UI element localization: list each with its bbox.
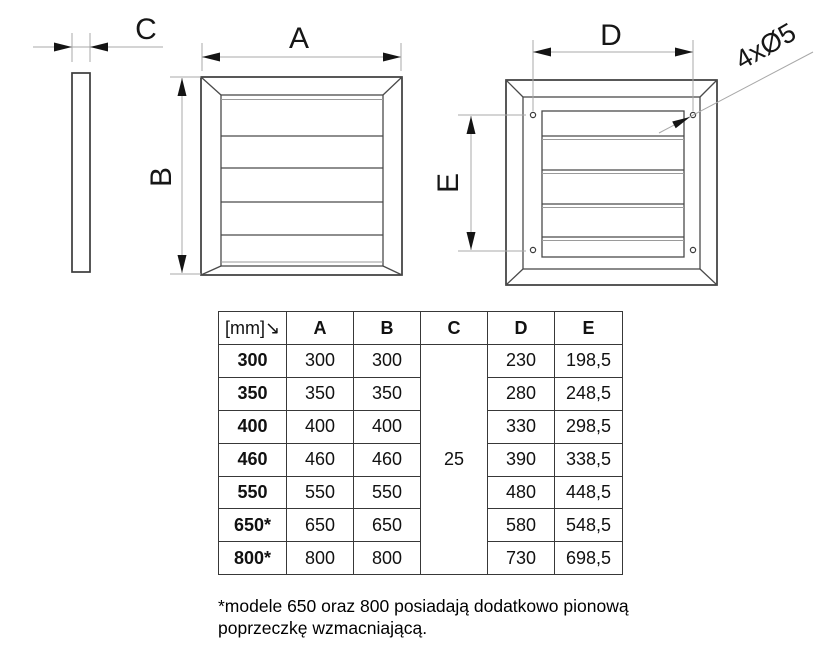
value-e: 338,5	[555, 443, 623, 476]
value-e: 198,5	[555, 345, 623, 378]
model-cell: 550	[219, 476, 287, 509]
dim-label-e: E	[432, 172, 465, 194]
dim-d-arrow-left	[533, 48, 551, 57]
front-bevel-bl	[201, 266, 221, 275]
value-c-merged: 25	[421, 345, 488, 575]
back-bevel-bl	[506, 269, 523, 285]
dimension-a	[202, 22, 401, 71]
front-view	[201, 77, 402, 275]
front-inner-frame	[221, 95, 383, 266]
value-a: 800	[287, 542, 354, 575]
dim-c-arrow-right	[90, 43, 108, 52]
back-bevel-br	[700, 269, 717, 285]
value-d: 330	[488, 410, 555, 443]
header-c: C	[421, 312, 488, 345]
value-a: 400	[287, 410, 354, 443]
value-e: 248,5	[555, 377, 623, 410]
dim-b-arrow-top	[178, 78, 187, 96]
value-a: 300	[287, 345, 354, 378]
value-a: 350	[287, 377, 354, 410]
dimension-e	[432, 115, 526, 251]
holes-callout	[659, 17, 813, 133]
value-d: 280	[488, 377, 555, 410]
value-d: 390	[488, 443, 555, 476]
dim-e-arrow-top	[467, 116, 476, 134]
dim-label-b: B	[145, 166, 178, 188]
value-e: 698,5	[555, 542, 623, 575]
footnote-line-2: poprzeczkę wzmacniającą.	[218, 618, 428, 638]
back-view	[506, 80, 717, 285]
header-e: E	[555, 312, 623, 345]
value-b: 400	[354, 410, 421, 443]
front-bevel-tr	[383, 77, 402, 95]
model-cell: 460	[219, 443, 287, 476]
dim-label-d: D	[600, 19, 622, 52]
front-bevel-tl	[201, 77, 221, 95]
value-e: 448,5	[555, 476, 623, 509]
front-bevel-br	[383, 266, 402, 275]
dimension-c	[33, 13, 163, 62]
header-b: B	[354, 312, 421, 345]
value-e: 298,5	[555, 410, 623, 443]
dimension-b	[145, 77, 201, 274]
dim-label-c: C	[135, 13, 157, 46]
dim-a-arrow-right	[383, 53, 401, 62]
value-b: 460	[354, 443, 421, 476]
value-d: 480	[488, 476, 555, 509]
value-d: 580	[488, 509, 555, 542]
header-a: A	[287, 312, 354, 345]
value-b: 800	[354, 542, 421, 575]
value-b: 550	[354, 476, 421, 509]
value-b: 350	[354, 377, 421, 410]
value-d: 730	[488, 542, 555, 575]
dim-e-arrow-bottom	[467, 232, 476, 250]
header-unit: [mm]↘	[219, 312, 287, 345]
value-b: 300	[354, 345, 421, 378]
side-panel	[72, 73, 90, 272]
dim-a-arrow-left	[202, 53, 220, 62]
dimensions-table	[218, 311, 623, 575]
holes-label: 4xØ5	[730, 17, 801, 76]
back-louver-panel	[542, 111, 684, 257]
value-a: 650	[287, 509, 354, 542]
front-outer-frame	[201, 77, 402, 275]
model-cell: 800*	[219, 542, 287, 575]
mounting-hole	[530, 112, 535, 117]
header-d: D	[488, 312, 555, 345]
model-cell: 300	[219, 345, 287, 378]
footnote	[218, 595, 648, 639]
value-e: 548,5	[555, 509, 623, 542]
value-d: 230	[488, 345, 555, 378]
model-cell: 350	[219, 377, 287, 410]
mounting-hole	[690, 247, 695, 252]
table-header-row	[219, 312, 623, 345]
holes-leader-arrow	[672, 117, 690, 128]
value-b: 650	[354, 509, 421, 542]
dim-c-arrow-left	[54, 43, 72, 52]
model-cell: 650*	[219, 509, 287, 542]
side-view	[72, 73, 90, 272]
dim-d-arrow-right	[675, 48, 693, 57]
back-bevel-tl	[506, 80, 523, 97]
value-a: 460	[287, 443, 354, 476]
dim-b-arrow-bottom	[178, 255, 187, 273]
value-a: 550	[287, 476, 354, 509]
mounting-hole	[530, 247, 535, 252]
technical-drawing	[0, 0, 823, 312]
back-bevel-tr	[700, 80, 717, 97]
dim-label-a: A	[288, 22, 310, 55]
footnote-line-1: *modele 650 oraz 800 posiadają dodatkowo pionową	[218, 596, 629, 616]
table-row	[219, 345, 623, 378]
model-cell: 400	[219, 410, 287, 443]
